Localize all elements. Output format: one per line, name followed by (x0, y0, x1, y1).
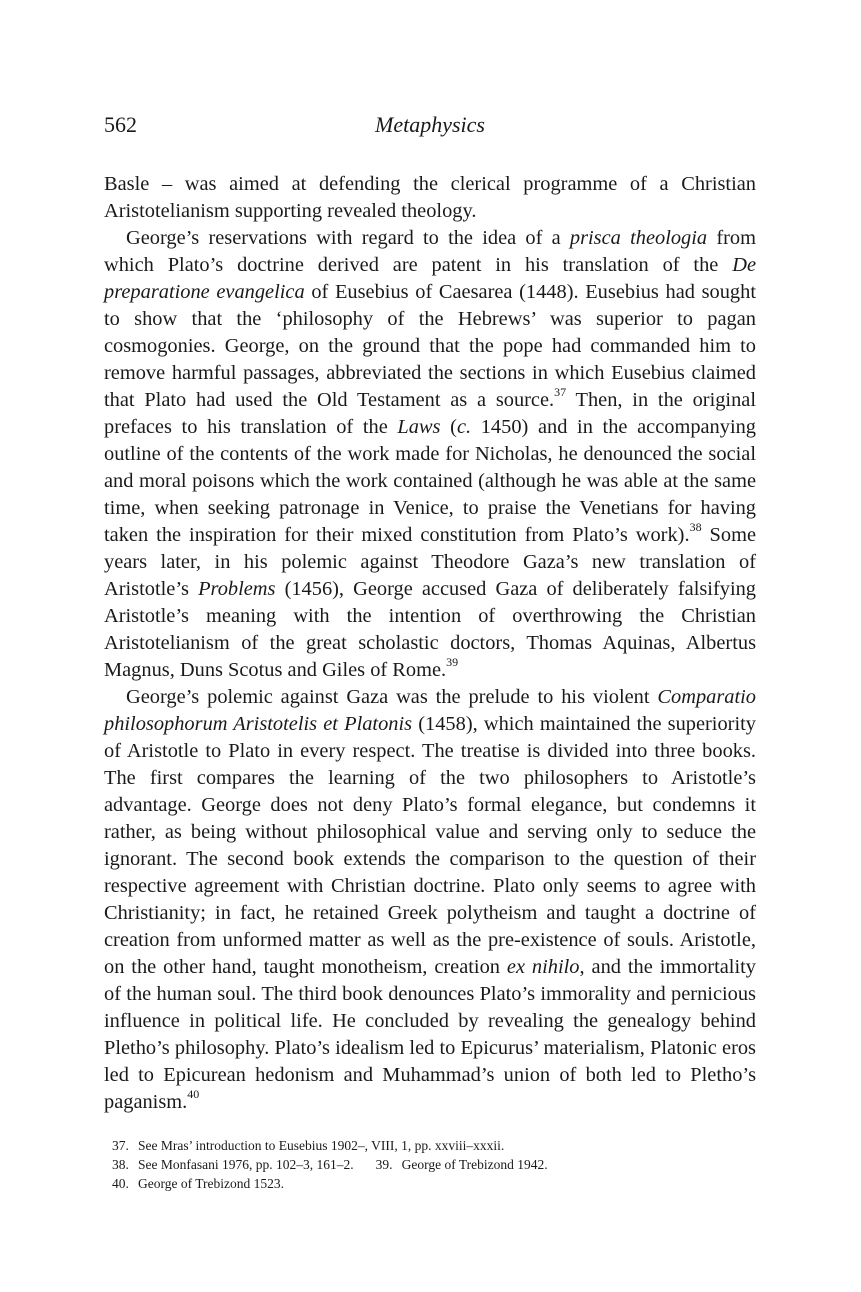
footnote-number: 37. (112, 1138, 129, 1153)
footnote-ref: 39 (446, 655, 459, 670)
footnote-number: 40. (112, 1176, 129, 1191)
italic-title: Comparatio philosophorum Aristotelis et Platonis (104, 686, 756, 735)
paragraph-text: from which Plato’s doctrine derived are patent in his translation of the (104, 227, 756, 276)
footnote-text: George of Trebizond 1942. (401, 1157, 548, 1172)
paragraph-1 (104, 171, 756, 225)
italic-title: De preparatione evangelica (104, 254, 756, 303)
italic-title: Laws (397, 416, 441, 438)
paragraph-text: (1456), George accused Gaza of deliberately falsifying Aristotle’s meaning with the intention of overthrowing the Christian Aristotelianism of the great scholastic doctors, Thomas Aquinas, Albertus Magnus, Duns Scotus and Giles of Rome. (104, 578, 756, 681)
paragraph-text: 1450) and in the accompanying outline of the contents of the work made for Nicholas, he denounced the social and moral poisons which the work contained (although he was able at the same time, when seeking patronage in Venice, to praise the Venetians for having taken the inspiration for their mixed constitution from Plato’s work). (104, 416, 757, 546)
footnote-text: George of Trebizond 1523. (138, 1176, 284, 1191)
paragraph-text: Basle – was aimed at defending the clerical programme of a Christian Aristotelianism supporting revealed theology. (104, 173, 756, 222)
running-head (104, 112, 756, 146)
paragraph-text: George’s reservations with regard to the idea of a (126, 227, 570, 249)
italic-title: Problems (198, 578, 276, 600)
footnote-38-39 (104, 1155, 756, 1174)
page-number: 562 (104, 112, 137, 137)
paragraph-text: Some years later, in his polemic against Theodore Gaza’s new translation of Aristotle’s (104, 524, 757, 600)
italic-term: prisca theologia (569, 227, 708, 249)
footnote-ref: 40 (187, 1087, 200, 1102)
italic-term: ex nihilo (506, 956, 580, 978)
book-page (104, 112, 756, 1193)
italic-abbrev: c. (456, 416, 472, 438)
footnote-ref: 38 (689, 520, 702, 535)
footnote-number: 38. (112, 1157, 129, 1172)
paragraph-text: ( (440, 416, 457, 438)
footnote-text: See Monfasani 1976, pp. 102–3, 161–2. (138, 1157, 354, 1172)
paragraph-text: Then, in the original prefaces to his translation of the (104, 389, 756, 438)
body-text (104, 171, 756, 1116)
footnote-number: 39. (375, 1157, 393, 1172)
paragraph-3 (104, 684, 756, 1116)
running-title: Metaphysics (375, 112, 485, 137)
footnote-37 (104, 1136, 756, 1155)
footnote-ref: 37 (554, 385, 567, 400)
footnotes (104, 1136, 756, 1193)
paragraph-text: , and the immortality of the human soul. The third book denounces Plato’s immorality and pernicious influence in political life. He concluded by revealing the genealogy behind Pletho’s philosophy. Plato’s idealism led to Epicurus’ materialism, Platonic eros led to Epicurean hedonism and Muhammad’s union of both led to Pletho’s paganism. (104, 956, 756, 1113)
paragraph-text: George’s polemic against Gaza was the prelude to his violent (126, 686, 658, 708)
paragraph-text: of Eusebius of Caesarea (1448). Eusebius had sought to show that the ‘philosophy of the Hebrews’ was superior to pagan cosmogonies. George, on the ground that the pope had commanded him to remove harmful passages, abbreviated the sections in which Eusebius claimed that Plato had used the Old Testament as a source. (104, 281, 756, 411)
footnote-text: See Mras’ introduction to Eusebius 1902–, VIII, 1, pp. xxviii–xxxii. (138, 1138, 505, 1153)
paragraph-text: (1458), which maintained the superiority of Aristotle to Plato in every respect. The treatise is divided into three books. The first compares the learning of the two philosophers to Aristotle’s advantage. George does not deny Plato’s formal elegance, but condemns it rather, as being without philosophical value and serving only to seduce the ignorant. The second book extends the comparison to the question of their respective agreement with Christian doctrine. Plato only seems to agree with Christianity; in fact, he retained Greek polytheism and taught a doctrine of creation from unformed matter as well as the pre-existence of souls. Aristotle, on the other hand, taught monotheism, creation (104, 713, 756, 978)
paragraph-2 (104, 225, 756, 684)
footnote-40 (104, 1174, 756, 1193)
